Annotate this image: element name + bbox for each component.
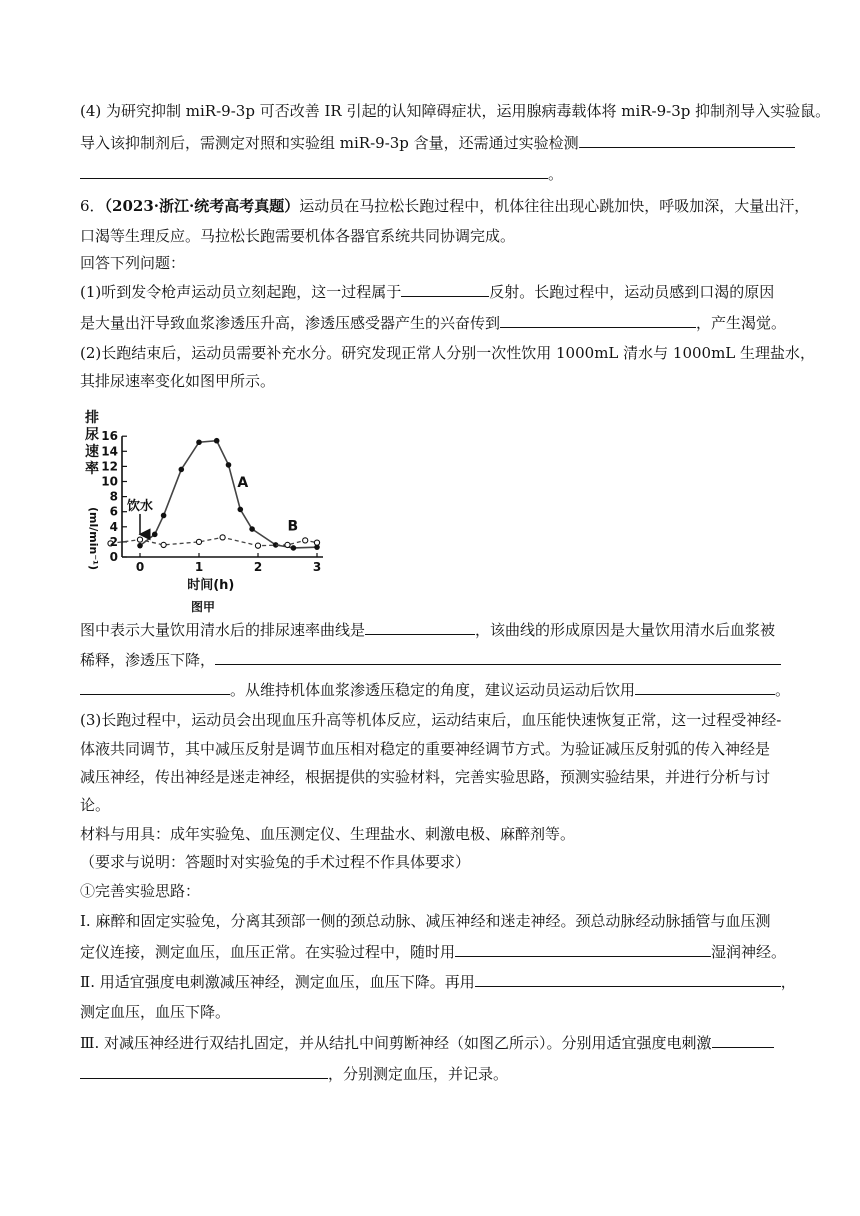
part-text: ，产生渴觉。 [696, 314, 787, 332]
question-text: 运动员在马拉松长跑过程中，机体往往出现心跳加快，呼吸加深，大量出汗， [299, 197, 810, 215]
y-label-unit: (ml/min⁻¹) [87, 507, 100, 570]
punctuation: ， [780, 973, 796, 991]
answer-blank[interactable] [579, 133, 795, 148]
answer-blank[interactable] [635, 680, 775, 695]
series-b-point [255, 543, 260, 548]
y-tick-label: 14 [101, 444, 118, 459]
series-b-point [314, 540, 319, 545]
part-text: Ⅱ. 用适宜强度电刺激减压神经，测定血压，血压下降。再用 [80, 973, 475, 991]
series-b-point [196, 539, 201, 544]
q6-part3-line2: 体液共同调节，其中减压反射是调节血压相对稳定的重要神经调节方式。为验证减压反射弧的传入神经是 [80, 740, 771, 758]
q6-part3-line3: 减压神经，传出神经是迷走神经，根据提供的实验材料，完善实验思路，预测实验结果，并进行分析与讨 [80, 768, 771, 786]
y-tick-label: 6 [109, 504, 118, 519]
answer-blank[interactable] [455, 942, 711, 957]
q6-line1 [80, 196, 810, 216]
q6-part1-line2 [80, 313, 787, 333]
answer-blank[interactable] [80, 680, 230, 695]
series-a-point [152, 532, 158, 538]
answer-blank[interactable] [500, 313, 696, 328]
q5-part4-line3 [80, 164, 784, 184]
series-a-point [226, 462, 232, 468]
q6-part3-line4: 论。 [80, 796, 111, 814]
part-text: Ⅲ. 对减压神经进行双结扎固定，并从结扎中间剪断神经（如图乙所示）。分别用适宜强度电刺激 [80, 1034, 712, 1052]
y-label-char: 排 [85, 410, 99, 426]
q6-line2: 口渴等生理反应。马拉松长跑需要机体各器官系统共同协调完成。 [80, 227, 516, 245]
answer-blank[interactable] [80, 164, 548, 179]
x-axis-label: 时间(h) [187, 578, 235, 593]
q5-part4-line2 [80, 133, 784, 153]
series-a-point [137, 543, 143, 549]
y-label-char: 速 [85, 444, 99, 460]
part-text: 稀释，渗透压下降， [80, 651, 216, 669]
series-b-label: B [287, 518, 299, 535]
series-a-point [291, 545, 297, 551]
requirement-line: （要求与说明：答题时对实验兔的手术过程不作具体要求） [80, 853, 471, 871]
series-a-point [179, 467, 185, 473]
part-text: ，分别测定血压，并记录。 [328, 1065, 509, 1083]
x-tick-label: 3 [312, 560, 322, 574]
answer-blank[interactable] [401, 282, 489, 297]
series-b-point [220, 535, 225, 540]
part-text: 湿润神经。 [711, 943, 787, 961]
answer-blank[interactable] [365, 620, 475, 635]
punctuation: 。 [775, 681, 791, 699]
y-tick-label: 16 [101, 429, 118, 444]
part-text: 是大量出汗导致血浆渗透压升高，渗透压感受器产生的兴奋传到 [80, 314, 501, 332]
question-number: 6． [80, 197, 105, 215]
q6-line3: 回答下列问题： [80, 254, 186, 272]
chart-title: 图甲 [190, 600, 215, 614]
step-heading: ①完善实验思路： [80, 882, 201, 900]
part-text: 反射。长跑过程中，运动员感到口渴的原因 [489, 283, 775, 301]
y-tick-label: 12 [101, 459, 118, 474]
series-b-point [303, 538, 308, 543]
q6-part2-line1: (2)长跑结束后，运动员需要补充水分。研究发现正常人分别一次性饮用 1000mL 清水与 1000mL 生理盐水， [80, 344, 816, 362]
q6-part2-line4 [80, 650, 784, 670]
series-b-point [161, 542, 166, 547]
q6-part2-line2: 其排尿速率变化如图甲所示。 [80, 372, 276, 390]
y-label-char: 率 [85, 461, 99, 477]
step1-line2 [80, 942, 787, 962]
part-text: ，该曲线的形成原因是大量饮用清水后血浆被 [475, 621, 776, 639]
q5-part4-text: 导入该抑制剂后，需测定对照和实验组 miR-9-3p 含量，还需通过实验检测 [80, 134, 579, 152]
question-source: （2023·浙江·统考高考真题） [104, 197, 300, 215]
y-label-char: 尿 [85, 427, 99, 443]
q6-part1-line1 [80, 282, 784, 302]
y-tick-label: 8 [109, 489, 118, 504]
part-text: 图中表示大量饮用清水后的排尿速率曲线是 [80, 621, 366, 639]
answer-blank[interactable] [215, 650, 781, 665]
step2-line2: 测定血压，血压下降。 [80, 1003, 231, 1021]
series-a-point [238, 507, 244, 513]
materials-line: 材料与用具：成年实验兔、血压测定仪、生理盐水、刺激电极、麻醉剂等。 [80, 825, 576, 843]
series-a-point [161, 513, 167, 519]
q5-part4-line1: (4) 为研究抑制 miR-9-3p 可否改善 IR 引起的认知障碍症状，运用腺病毒载体将 miR-9-3p 抑制剂导入实验鼠。 [80, 102, 831, 120]
q6-part2-line5 [80, 680, 791, 700]
x-tick-label: 2 [253, 560, 263, 574]
y-tick-label: 4 [109, 519, 118, 534]
step2-line1 [80, 972, 796, 992]
answer-blank[interactable] [475, 972, 781, 987]
part-text: 定仪连接，测定血压，血压正常。在实验过程中，随时用 [80, 943, 456, 961]
y-tick-label: 0 [109, 550, 118, 564]
series-a-point [196, 439, 202, 445]
drink-annotation: 饮水 [126, 499, 154, 515]
answer-blank[interactable] [80, 1064, 328, 1079]
series-a-point [214, 438, 220, 444]
series-a-point [249, 526, 255, 532]
urine-rate-chart [80, 402, 340, 612]
series-a-label: A [237, 474, 249, 491]
x-tick-label: 0 [135, 560, 145, 574]
series-b-point [285, 542, 290, 547]
punctuation: 。 [548, 165, 564, 183]
step1-line1: I. 麻醉和固定实验兔，分离其颈部一侧的颈总动脉、减压神经和迷走神经。颈总动脉经动脉插管与血压测 [80, 912, 771, 930]
chart-labels [85, 409, 321, 593]
q6-part3-line1: (3)长跑过程中，运动员会出现血压升高等机体反应，运动结束后，血压能快速恢复正常，这一过程受神经- [80, 711, 782, 729]
part-text: 。从维持机体血浆渗透压稳定的角度，建议运动员运动后饮用 [230, 681, 636, 699]
q6-part2-line3 [80, 620, 784, 640]
step3-line1 [80, 1033, 784, 1053]
series-b-point [137, 537, 142, 542]
step3-line2 [80, 1064, 784, 1084]
x-tick-label: 1 [194, 560, 204, 574]
answer-blank[interactable] [712, 1033, 774, 1048]
y-tick-label: 2 [109, 534, 118, 549]
y-tick-label: 10 [101, 474, 118, 489]
part-text: (1)听到发令枪声运动员立刻起跑，这一过程属于 [80, 283, 402, 301]
